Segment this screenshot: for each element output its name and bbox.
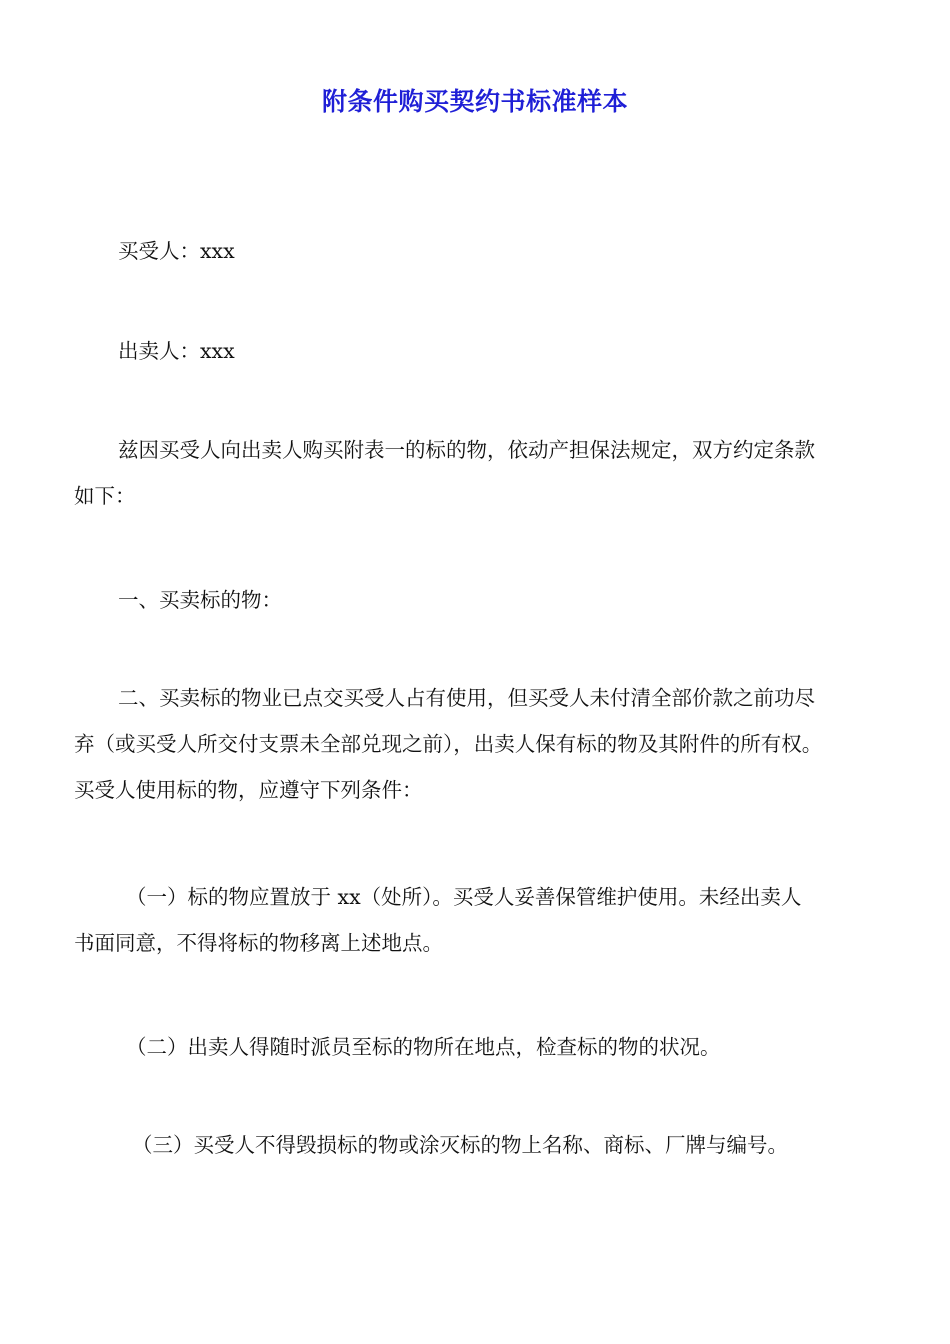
preamble-line-2: 如下： — [74, 484, 136, 508]
item-3 — [74, 1122, 922, 1168]
item-2 — [74, 1024, 922, 1070]
item-2-text: （二）出卖人得随时派员至标的物所在地点，检查标的物的状况。 — [126, 1035, 721, 1059]
seller-text: 出卖人：xxx — [118, 339, 235, 363]
clause-2 — [74, 675, 922, 813]
clause-1 — [74, 577, 922, 623]
item-1-line-1: （一）标的物应置放于 xx（处所）。买受人妥善保管维护使用。未经出卖人 — [126, 885, 802, 909]
buyer-text: 买受人：xxx — [118, 239, 235, 263]
clause-2-line-2: 弃（或买受人所交付支票未全部兑现之前），出卖人保有标的物及其附件的所有权。 — [74, 732, 823, 756]
item-1-line-2: 书面同意，不得将标的物移离上述地点。 — [74, 931, 443, 955]
preamble-paragraph — [74, 427, 922, 519]
buyer-line — [74, 228, 922, 274]
clause-2-line-1: 二、买卖标的物业已点交买受人占有使用，但买受人未付清全部价款之前功尽 — [118, 686, 815, 710]
preamble-line-1: 兹因买受人向出卖人购买附表一的标的物，依动产担保法规定，双方约定条款 — [118, 438, 815, 462]
clause-2-line-3: 买受人使用标的物，应遵守下列条件： — [74, 778, 423, 802]
item-3-text: （三）买受人不得毁损标的物或涂灭标的物上名称、商标、厂牌与编号。 — [132, 1133, 788, 1157]
clause-1-text: 一、买卖标的物： — [118, 588, 282, 612]
item-1 — [74, 874, 922, 966]
document-title: 附条件购买契约书标准样本 — [321, 87, 628, 116]
seller-line — [74, 328, 922, 374]
